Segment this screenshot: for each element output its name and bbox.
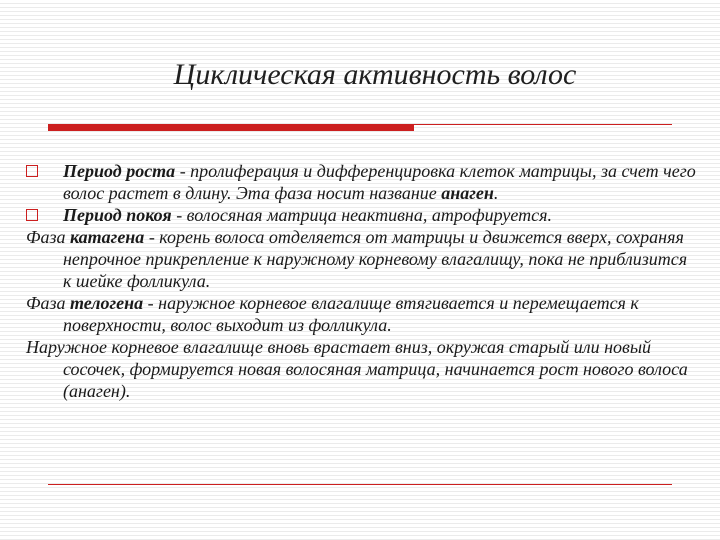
text-telogen: - наружное корневое влагалище втягивается и перемещается к поверхности, волос выходит из фолликула. (63, 293, 639, 335)
square-bullet-icon (26, 209, 38, 221)
term-telogen: телогена (70, 293, 144, 313)
text-growth: - пролиферация и дифференцировка клеток матрицы, за счет чего волос растет в длину. Эта фаза носит название (63, 161, 696, 203)
term-growth: Период роста (63, 161, 176, 181)
title-accent-bar (48, 124, 414, 131)
bottom-rule (48, 484, 672, 485)
list-item-growth (26, 160, 696, 204)
paragraph-telogen (26, 292, 696, 336)
term-anagen: анаген (441, 183, 494, 203)
paragraph-catagen (26, 226, 696, 292)
prefix-catagen: Фаза (26, 227, 70, 247)
slide-title: Циклическая активность волос (173, 58, 577, 91)
term-rest: Период покоя (63, 205, 172, 225)
term-catagen: катагена (70, 227, 145, 247)
list-item-rest (26, 204, 696, 226)
square-bullet-icon (26, 165, 38, 177)
slide-body (26, 160, 696, 402)
text-catagen: - корень волоса отделяется от матрицы и движется вверх, сохраняя непрочное прикрепление к наружному корневому влагалищу, пока не приблизится к шейке фолликула. (63, 227, 688, 291)
paragraph-regrowth (26, 336, 696, 402)
prefix-telogen: Фаза (26, 293, 70, 313)
text-growth-end: . (493, 183, 499, 203)
text-regrowth: Наружное корневое влагалище вновь врастает вниз, окружая старый или новый сосочек, формируется новая волосяная матрица, начинается рост нового волоса (анаген). (26, 337, 688, 401)
text-rest: - волосяная матрица неактивна, атрофируется. (171, 205, 552, 225)
